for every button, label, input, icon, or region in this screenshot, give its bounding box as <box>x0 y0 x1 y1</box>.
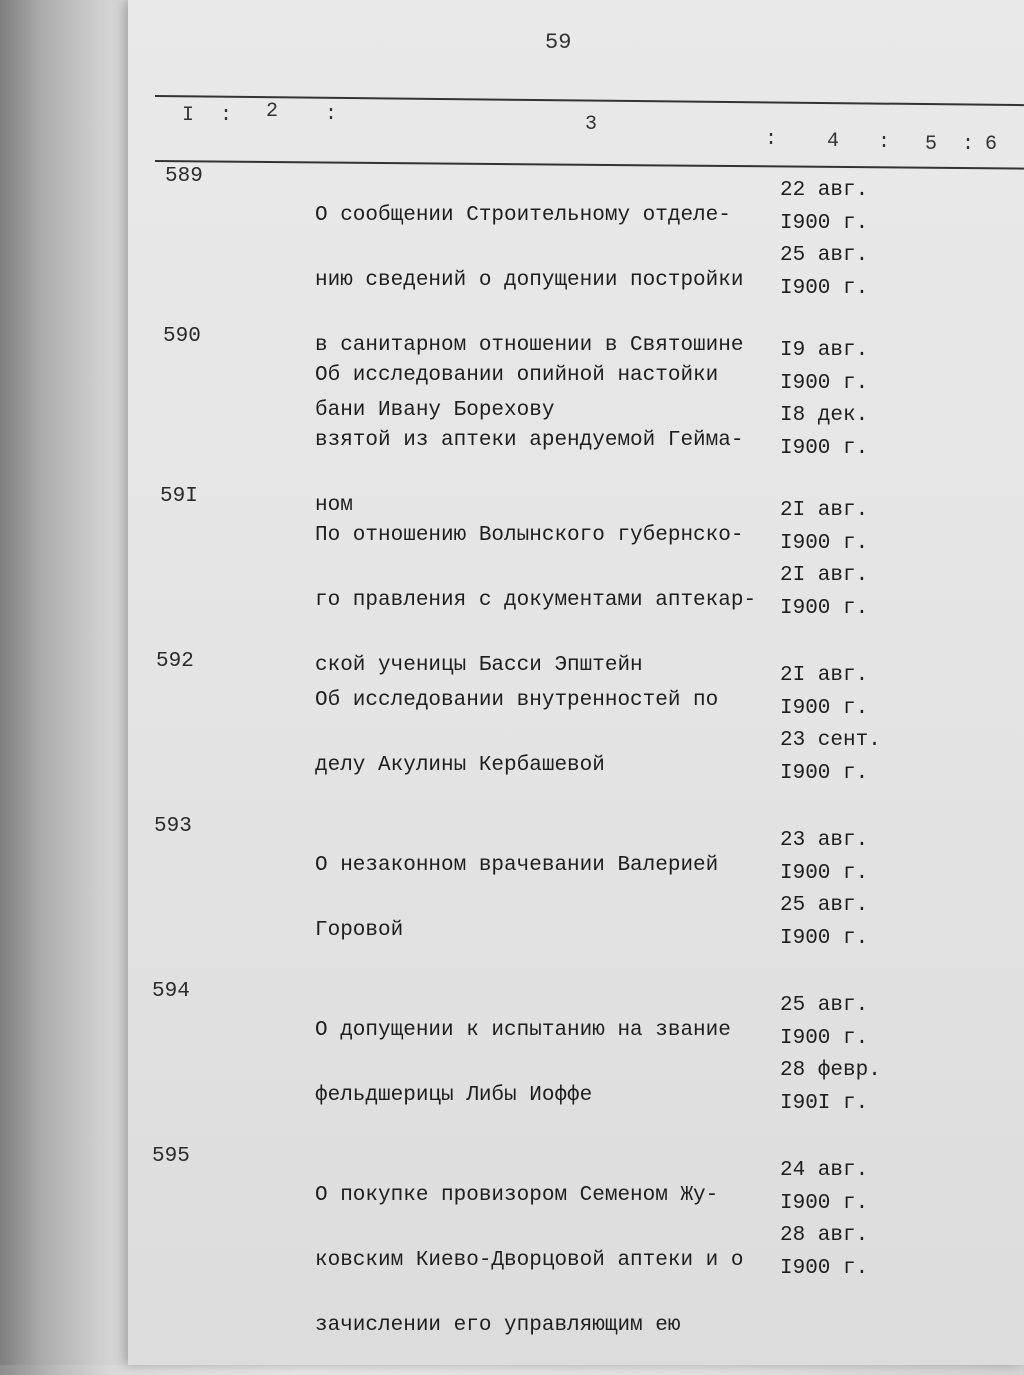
description-line: нию сведений о допущении постройки <box>315 268 744 292</box>
date-line: 25 авг. <box>780 244 869 267</box>
description-line: Об исследовании опийной настойки <box>315 363 719 387</box>
date-line: I900 г. <box>780 596 869 620</box>
date-line: I900 г. <box>780 926 869 950</box>
date-line: I900 г. <box>780 696 869 720</box>
column-separator: : <box>765 128 778 151</box>
date-line: I900 г. <box>780 761 869 785</box>
date-line: 2I авг. <box>780 664 869 687</box>
date-line: 22 авг. <box>780 179 869 202</box>
record-number: 595 <box>152 1145 190 1168</box>
date-line: 2I авг. <box>780 564 869 587</box>
column-header-4: 4 <box>827 130 840 153</box>
date-line: I90I г. <box>780 1091 869 1115</box>
record-description <box>315 1147 770 1375</box>
date-line: 28 авг. <box>780 1224 869 1247</box>
description-line: Горовой <box>315 918 404 942</box>
column-header-2: 2 <box>266 100 279 123</box>
description-line: зачислении его управляющим ею <box>315 1313 681 1337</box>
record-description <box>315 652 770 815</box>
record-dates <box>780 1155 868 1285</box>
record-number: 592 <box>156 650 194 673</box>
date-line: I8 дек. <box>780 404 869 427</box>
description-line: ковским Киево-Дворцовой аптеки и о <box>315 1248 744 1272</box>
description-line: делу Акулины Кербашевой <box>315 753 605 777</box>
record-dates <box>780 335 868 465</box>
record-number: 594 <box>152 980 190 1003</box>
date-line: 23 сент. <box>780 729 881 752</box>
description-line: ской ученицы Басси Эпштейн <box>315 653 643 677</box>
date-line: I900 г. <box>780 211 869 235</box>
record-dates <box>780 175 868 305</box>
record-description <box>315 982 770 1145</box>
description-line: фельдшерицы Либы Иоффе <box>315 1083 593 1107</box>
date-line: I900 г. <box>780 276 869 300</box>
description-line: О сообщении Строительному отделе- <box>315 203 731 227</box>
date-line: 25 авг. <box>780 894 869 917</box>
date-line: 2I авг. <box>780 499 869 522</box>
record-number: 593 <box>154 815 192 838</box>
date-line: 24 авг. <box>780 1159 869 1182</box>
date-line: 28 февр. <box>780 1059 881 1082</box>
column-separator: : <box>325 103 338 126</box>
column-header-1: I <box>182 104 195 127</box>
date-line: I900 г. <box>780 1256 869 1280</box>
column-separator: : <box>220 104 233 127</box>
column-separator: : <box>962 133 975 156</box>
column-header-5: 5 <box>925 133 938 156</box>
date-line: 25 авг. <box>780 994 869 1017</box>
column-separator: : <box>878 131 891 154</box>
record-number: 59I <box>160 485 198 508</box>
description-line: О допущении к испытанию на звание <box>315 1018 731 1042</box>
date-line: I9 авг. <box>780 339 869 362</box>
description-line: взятой из аптеки арендуемой Гейма- <box>315 428 744 452</box>
column-header-3: 3 <box>585 113 598 136</box>
description-line: Об исследовании внутренностей по <box>315 688 719 712</box>
date-line: I900 г. <box>780 436 869 460</box>
record-dates <box>780 825 868 955</box>
description-line: бани Ивану Борехову <box>315 398 555 422</box>
record-dates <box>780 495 868 625</box>
description-line: го правления с документами аптекар- <box>315 588 757 612</box>
date-line: I900 г. <box>780 1026 869 1050</box>
description-line: О незаконном врачевании Валерией <box>315 853 719 877</box>
previous-page-edge <box>0 0 128 1365</box>
description-line: в санитарном отношении в Святошине <box>315 333 744 357</box>
record-number: 590 <box>163 325 201 348</box>
record-number: 589 <box>165 165 203 188</box>
record-dates <box>780 990 881 1120</box>
record-dates <box>780 660 881 790</box>
date-line: I900 г. <box>780 531 869 555</box>
date-line: I900 г. <box>780 371 869 395</box>
page-number: 59 <box>545 30 572 55</box>
description-line: О покупке провизором Семеном Жу- <box>315 1183 719 1207</box>
date-line: 23 авг. <box>780 829 869 852</box>
date-line: I900 г. <box>780 861 869 885</box>
column-header-6: 6 <box>985 133 998 156</box>
description-line: ном <box>315 493 353 517</box>
description-line: По отношению Волынского губернско- <box>315 523 744 547</box>
record-description <box>315 817 770 980</box>
date-line: I900 г. <box>780 1191 869 1215</box>
